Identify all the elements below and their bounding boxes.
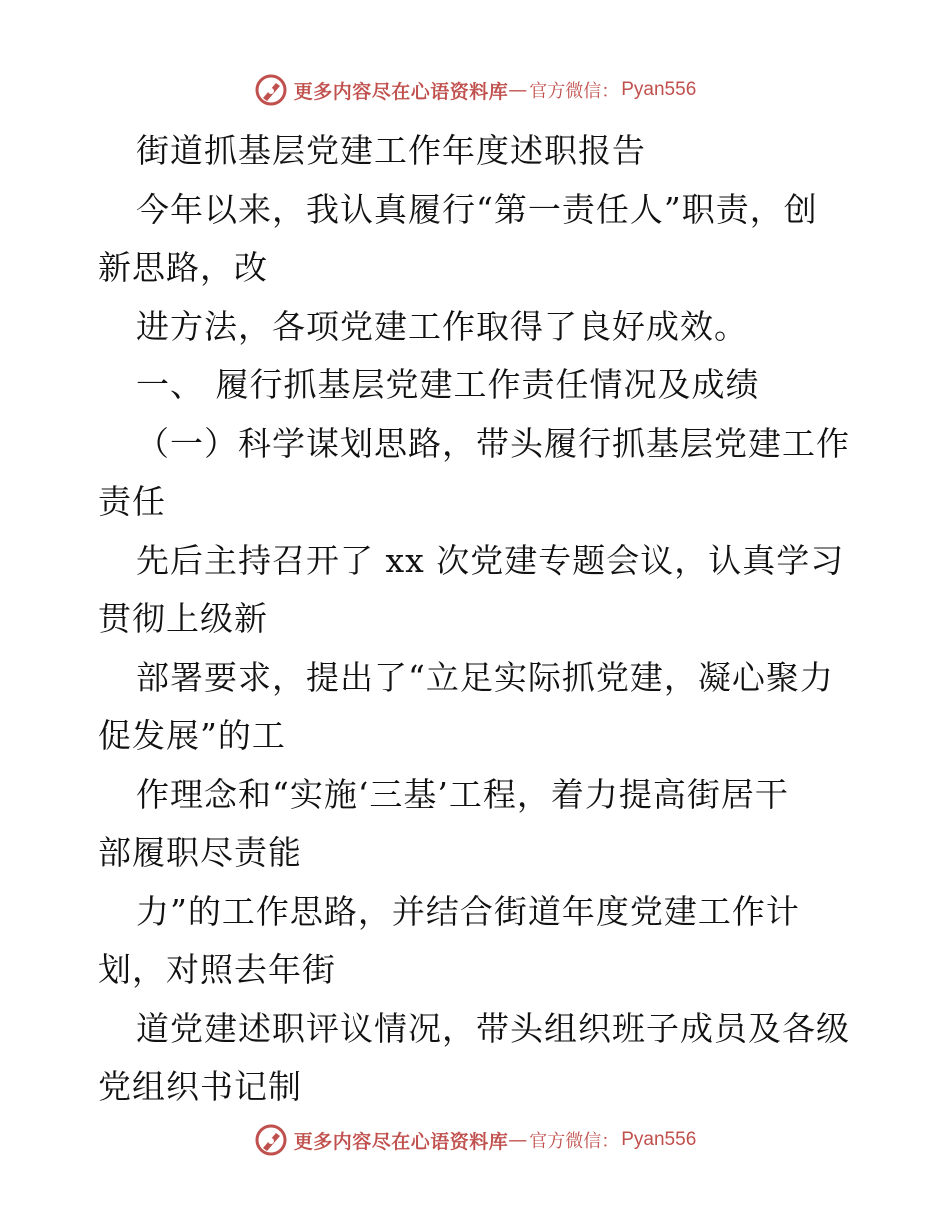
watermark-main-text: 更多内容尽在心语资料库 — [293, 1130, 509, 1153]
paragraph-line: 作理念和“实施‘三基’工程，着力提高街居干 — [136, 774, 789, 814]
paragraph-line: 部履职尽责能 — [98, 833, 302, 872]
subsection-heading: （一）科学谋划思路，带头履行抓基层党建工作 — [136, 423, 850, 463]
paragraph-line: 贯彻上级新 — [98, 599, 268, 638]
pen-circle-logo-icon — [254, 1123, 288, 1157]
section-heading: 一、 履行抓基层党建工作责任情况及成绩 — [136, 365, 760, 404]
paragraph-line: 责任 — [98, 482, 166, 521]
paragraph-line: 今年以来，我认真履行“第一责任人”职责，创 — [136, 189, 818, 229]
paragraph-line: 部署要求，提出了“立足实际抓党建，凝心聚力 — [136, 657, 834, 697]
document-body — [98, 122, 854, 1117]
paragraph-line: 先后主持召开了 xx 次党建专题会议，认真学习 — [136, 540, 845, 580]
paragraph-line: 划，对照去年街 — [98, 950, 336, 989]
header-watermark — [0, 70, 950, 110]
paragraph-line: 新思路，改 — [98, 248, 268, 287]
watermark-wechat-id: Pyan556 — [621, 79, 697, 100]
paragraph-line: 力”的工作思路，并结合街道年度党建工作计 — [136, 891, 800, 931]
paragraph-line: 党组织书记制 — [98, 1067, 302, 1106]
pen-circle-logo-icon — [254, 73, 288, 107]
watermark-dash: — — [508, 79, 528, 101]
footer-watermark — [0, 1120, 950, 1160]
paragraph-line: 进方法，各项党建工作取得了良好成效。 — [136, 306, 748, 346]
document-title: 街道抓基层党建工作年度述职报告 — [136, 131, 646, 170]
paragraph-line: 道党建述职评议情况，带头组织班子成员及各级 — [136, 1008, 850, 1048]
watermark-dash: — — [508, 1129, 528, 1151]
watermark-main-text: 更多内容尽在心语资料库 — [293, 80, 509, 103]
watermark-sub-text: 官方微信： — [529, 81, 620, 102]
watermark-sub-text: 官方微信： — [529, 1131, 620, 1152]
paragraph-line: 促发展”的工 — [98, 716, 286, 755]
watermark-wechat-id: Pyan556 — [621, 1129, 697, 1150]
